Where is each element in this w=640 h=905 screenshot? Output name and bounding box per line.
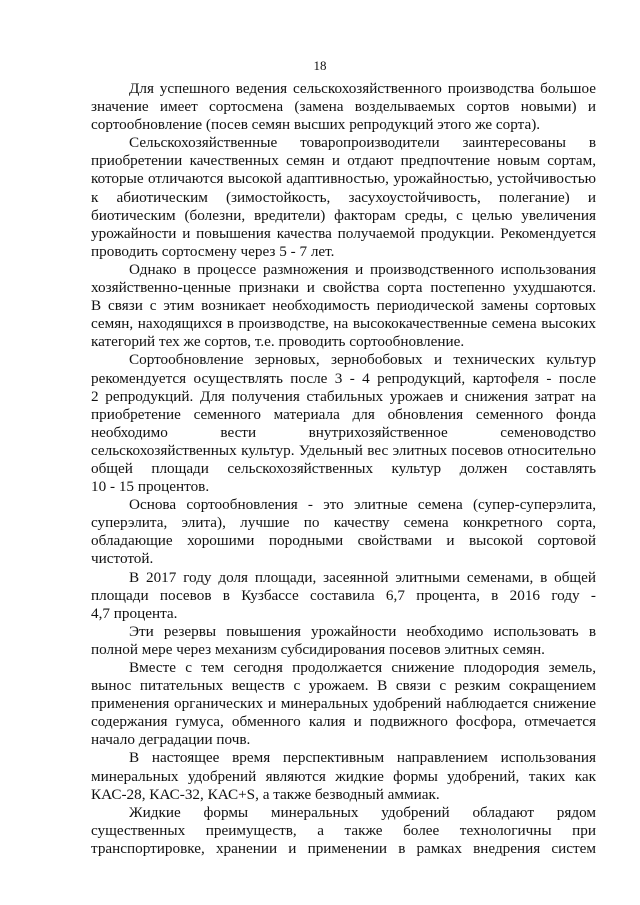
text-line: сортообновление (посев семян высших репродукций этого же сорта). bbox=[91, 116, 541, 134]
text-line: значение имеет сортосмена (замена возделываемых сортов новыми) и bbox=[91, 98, 596, 116]
body-paragraph bbox=[91, 261, 596, 351]
text-line: 10 - 15 процентов. bbox=[91, 478, 210, 496]
text-line: урожайности и повышения качества получаемой продукции. Рекомендуется bbox=[91, 224, 596, 242]
text-line: КАС-28, КАС-32, КАС+S, а также безводный аммиак. bbox=[91, 785, 440, 803]
text-line: Эти резервы повышения урожайности необходимо использовать в bbox=[129, 622, 596, 640]
text-line: В настоящее время перспективным направлением использования bbox=[129, 749, 596, 767]
body-paragraph bbox=[91, 804, 596, 858]
text-line: Основа сортообновления - это элитные семена (супер-суперэлита, bbox=[129, 496, 596, 514]
text-line: проводить сортосмену через 5 - 7 лет. bbox=[91, 242, 335, 260]
body-paragraph bbox=[91, 496, 596, 568]
text-line: приобретение семенного материала для обновления семенного фонда bbox=[91, 405, 596, 423]
text-line: содержания гумуса, обменного калия и подвижного фосфора, отмечается bbox=[91, 713, 596, 731]
document-body bbox=[91, 80, 596, 858]
text-line: общей площади сельскохозяйственных культур должен составлять bbox=[91, 459, 596, 477]
text-line: полной мере через механизм субсидирования посевов элитных семян. bbox=[91, 640, 545, 658]
text-line: к абиотическим (зимостойкость, засухоустойчивость, полегание) и bbox=[91, 188, 596, 206]
text-line: которые отличаются высокой адаптивностью, урожайностью, устойчивостью bbox=[91, 170, 596, 188]
text-line: Для успешного ведения сельскохозяйственного производства большое bbox=[129, 80, 596, 97]
text-line: минеральных удобрений являются жидкие формы удобрений, таких как bbox=[91, 767, 596, 785]
body-paragraph bbox=[91, 80, 596, 134]
body-paragraph bbox=[91, 569, 596, 623]
text-line: Жидкие формы минеральных удобрений обладают рядом bbox=[129, 803, 596, 821]
text-line: обладающие хорошими породными свойствами и высокой сортовой bbox=[91, 532, 596, 550]
text-line: применения органических и минеральных удобрений наблюдается снижение bbox=[91, 695, 596, 713]
text-line: 4,7 процента. bbox=[91, 604, 178, 622]
body-paragraph bbox=[91, 351, 596, 496]
text-line: Сортообновление зерновых, зернобобовых и технических культур bbox=[129, 351, 596, 369]
text-line: начало деградации почв. bbox=[91, 731, 251, 749]
text-line: суперэлита, элита), лучшие по качеству семена конкретного сорта, bbox=[91, 514, 596, 532]
body-paragraph bbox=[91, 623, 596, 659]
text-line: вынос питательных веществ с урожаем. В связи с резким сокращением bbox=[91, 677, 596, 695]
text-line: хозяйственно-ценные признаки и свойства сорта постепенно ухудшаются. bbox=[91, 279, 596, 297]
page-number: 18 bbox=[313, 58, 327, 73]
text-line: площади посевов в Кузбассе составила 6,7 процента, в 2016 году - bbox=[91, 586, 596, 604]
text-line: чистотой. bbox=[91, 550, 154, 568]
text-line: В 2017 году доля площади, засеянной элитными семенами, в общей bbox=[129, 568, 596, 586]
text-line: рекомендуется осуществлять после 3 - 4 репродукций, картофеля - после bbox=[91, 369, 596, 387]
text-line: Вместе с тем сегодня продолжается снижение плодородия земель, bbox=[129, 659, 596, 676]
body-paragraph bbox=[91, 749, 596, 803]
text-line: семян, находящихся в производстве, на высококачественные семена высоких bbox=[91, 315, 596, 333]
body-paragraph bbox=[91, 659, 596, 749]
text-line: сельскохозяйственных культур. Удельный вес элитных посевов относительно bbox=[91, 441, 596, 459]
text-line: категорий тех же сортов, т.е. проводить сортообновление. bbox=[91, 333, 465, 351]
text-line: В связи с этим возникает необходимость периодической замены сортовых bbox=[91, 297, 596, 315]
text-line: транспортировке, хранении и применении в рамках внедрения систем bbox=[91, 839, 596, 857]
text-line: Однако в процессе размножения и производственного использования bbox=[129, 260, 596, 278]
text-line: биотическим (болезни, вредители) факторам среды, с целью увеличения bbox=[91, 206, 596, 224]
text-line: необходимо вести внутрихозяйственное семеноводство bbox=[91, 423, 596, 441]
body-paragraph bbox=[91, 134, 596, 261]
text-line: приобретении качественных семян и отдают предпочтение новым сортам, bbox=[91, 152, 596, 170]
text-line: 2 репродукций. Для получения стабильных урожаев и снижения затрат на bbox=[91, 387, 596, 405]
text-line: Сельскохозяйственные товаропроизводители заинтересованы в bbox=[129, 134, 596, 152]
text-line: существенных преимуществ, а также более технологичны при bbox=[91, 821, 596, 839]
